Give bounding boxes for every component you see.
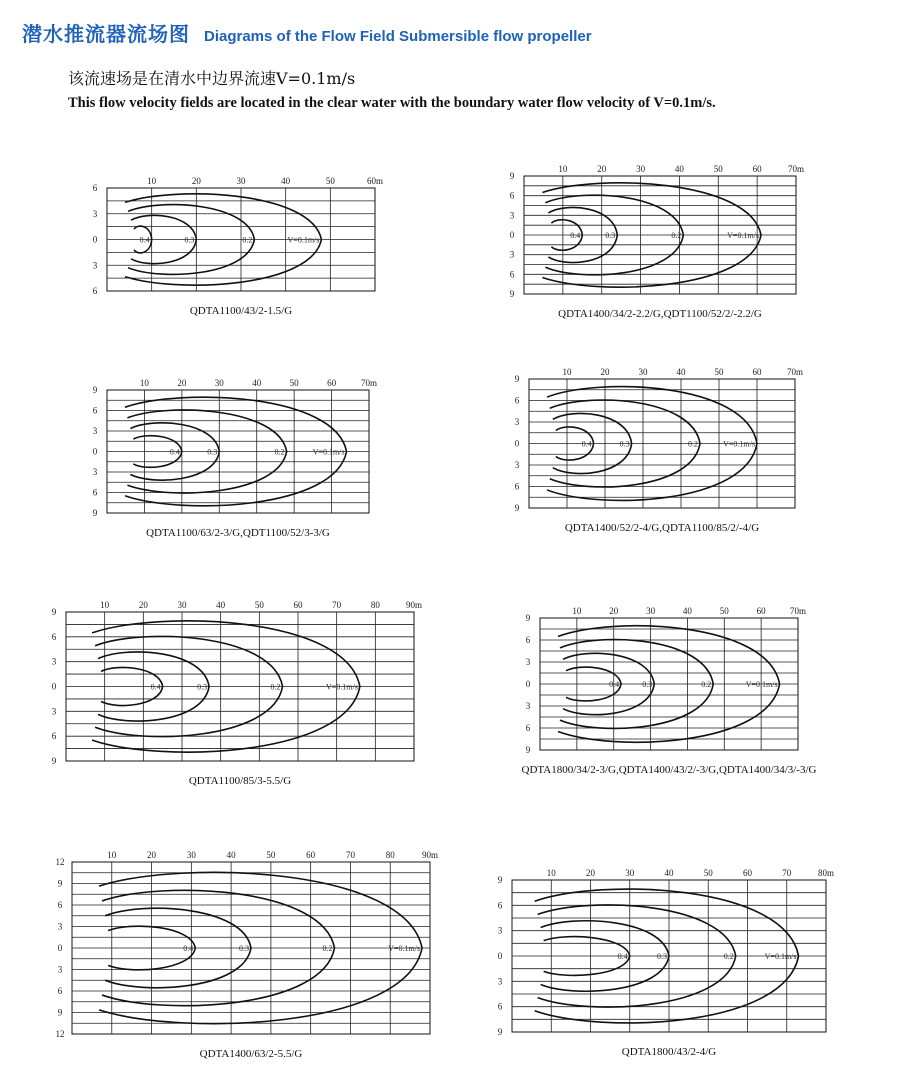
y-tick-label: 9 (57, 1007, 63, 1018)
x-tick-label: 80 (385, 850, 395, 860)
x-tick-label: 20 (600, 367, 610, 377)
y-tick-label: 12 (55, 857, 65, 867)
x-tick-label: 70 (332, 600, 342, 610)
x-tick-label: 40 (676, 367, 686, 377)
contour-label: 0.3 (239, 944, 249, 953)
x-tick-label: 30 (186, 850, 196, 860)
contour-label: 0.2 (723, 952, 734, 961)
contour-label: 0.4 (609, 680, 620, 689)
contour-label: 0.3 (619, 439, 630, 449)
contour-label: V=0.1m/s (764, 952, 797, 961)
contour-label: 0.2 (701, 680, 712, 689)
x-tick-label: 50 (325, 176, 335, 186)
x-tick-label: 60m (366, 176, 384, 186)
x-tick-label: 10 (147, 176, 157, 186)
y-tick-label: 3 (497, 925, 503, 936)
diagram-caption: QDTA1100/63/2-3/G,QDT1100/52/3-3/G (146, 527, 330, 539)
y-tick-label: 6 (509, 269, 515, 280)
x-tick-label: 20 (138, 600, 148, 610)
y-tick-label: 9 (525, 745, 531, 755)
y-tick-label: 3 (92, 260, 98, 271)
y-tick-label: 6 (92, 405, 98, 416)
y-tick-label: 0 (497, 951, 503, 961)
y-tick-label: 3 (92, 467, 98, 477)
x-tick-label: 30 (638, 367, 648, 377)
x-tick-label: 70 (782, 868, 792, 878)
y-tick-label: 6 (514, 481, 520, 492)
x-tick-label: 20 (177, 378, 187, 388)
y-tick-label: 3 (92, 208, 98, 219)
x-tick-label: 40 (682, 606, 692, 616)
y-tick-label: 9 (51, 756, 57, 766)
header-title-cn: 潜水推流器流场图 (22, 22, 190, 46)
x-tick-label: 60 (756, 606, 766, 616)
diagram-caption: QDTA1800/43/2-4/G (621, 1046, 717, 1058)
x-tick-label: 10 (107, 850, 117, 860)
x-tick-label: 70m (789, 606, 807, 616)
y-tick-label: 6 (497, 1001, 503, 1012)
x-tick-label: 60 (306, 850, 316, 860)
flow-diagram-1 (92, 176, 384, 296)
y-tick-label: 3 (509, 249, 515, 260)
flow-diagram-6 (525, 606, 807, 755)
contour-label: V=0.1m/s (326, 682, 358, 692)
y-tick-label: 3 (525, 657, 531, 667)
y-tick-label: 6 (92, 286, 98, 296)
diagram-caption: QDTA1400/34/2-2.2/G,QDT1100/52/2/-2.2/G (558, 308, 762, 320)
flow-field-grid (509, 164, 805, 299)
x-tick-label: 70m (787, 164, 805, 174)
contour-label: 0.4 (139, 235, 150, 245)
flow-field-grid (92, 378, 378, 518)
y-tick-label: 6 (92, 487, 98, 498)
y-tick-label: 6 (51, 731, 57, 742)
x-tick-label: 40 (216, 600, 226, 610)
y-tick-label: 9 (497, 875, 503, 885)
x-tick-label: 50 (719, 606, 729, 616)
flow-field-grid (497, 868, 835, 1037)
y-tick-label: 0 (92, 234, 98, 245)
x-tick-label: 50 (703, 868, 713, 878)
x-tick-label: 10 (139, 378, 149, 388)
y-tick-label: 0 (525, 679, 531, 689)
contour-label: 0.4 (581, 439, 592, 449)
contour-label: 0.3 (642, 680, 653, 689)
y-tick-label: 3 (51, 656, 57, 667)
flow-diagram-8 (497, 868, 835, 1037)
x-tick-label: 30 (236, 176, 246, 186)
x-tick-label: 40 (674, 164, 684, 174)
x-tick-label: 80 (370, 600, 380, 610)
y-tick-label: 3 (57, 921, 63, 932)
flow-field-grid (92, 176, 384, 296)
diagram-caption: QDTA1800/34/2-3/G,QDTA1400/43/2/-3/G,QDTA1400/34/3/-3/G (521, 764, 817, 776)
y-tick-label: 9 (514, 503, 520, 513)
y-tick-label: 6 (57, 900, 63, 910)
flow-field-grid (51, 600, 423, 766)
x-tick-label: 30 (636, 164, 646, 174)
y-tick-label: 9 (92, 385, 98, 395)
flow-diagram-5 (51, 600, 423, 766)
x-tick-label: 30 (177, 600, 187, 610)
y-tick-label: 3 (514, 417, 520, 427)
contour-label: V=0.1m/s (312, 447, 345, 457)
flow-field-grid (55, 850, 439, 1039)
y-tick-label: 6 (525, 635, 531, 645)
contour-label: 0.2 (322, 944, 333, 953)
intro-line-cn: 该流速场是在清水中边界流速V=0.1m/s (68, 69, 356, 88)
y-tick-label: 9 (57, 878, 63, 889)
y-tick-label: 9 (509, 171, 515, 181)
flow-diagram-3 (92, 378, 378, 518)
x-tick-label: 40 (664, 868, 674, 878)
x-tick-label: 60 (752, 164, 762, 174)
x-tick-label: 70m (360, 378, 378, 388)
x-tick-label: 50 (714, 367, 724, 377)
x-tick-label: 20 (191, 176, 201, 186)
contour-label: 0.4 (183, 944, 194, 953)
contour-label: 0.2 (688, 439, 698, 449)
x-tick-label: 60 (752, 367, 762, 377)
contour-label: V=0.1m/s (723, 439, 755, 449)
x-tick-label: 50 (254, 600, 264, 610)
header-title-en: Diagrams of the Flow Field Submersible flow propeller (204, 28, 592, 45)
y-tick-label: 0 (57, 943, 63, 953)
y-tick-label: 6 (92, 183, 98, 193)
x-tick-label: 10 (562, 367, 572, 377)
contour-label: 0.3 (605, 231, 616, 240)
x-tick-label: 90m (421, 850, 439, 860)
y-tick-label: 0 (509, 230, 515, 240)
contour-label: 0.4 (570, 231, 581, 240)
flow-field-grid (525, 606, 807, 755)
y-tick-label: 3 (57, 964, 63, 975)
x-tick-label: 50 (289, 378, 299, 388)
page-header (22, 18, 592, 47)
y-tick-label: 9 (51, 607, 57, 617)
x-tick-label: 20 (586, 868, 595, 878)
x-tick-label: 10 (572, 606, 582, 616)
x-tick-label: 60 (293, 600, 303, 610)
x-tick-label: 30 (214, 378, 224, 388)
x-tick-label: 50 (266, 850, 276, 860)
diagram-caption: QDTA1400/63/2-5.5/G (199, 1048, 303, 1060)
y-tick-label: 3 (509, 210, 515, 221)
y-tick-label: 3 (51, 706, 57, 717)
x-tick-label: 70 (345, 850, 355, 860)
contour-label: 0.2 (242, 235, 253, 245)
contour-label: 0.3 (197, 682, 208, 692)
contour-label: 0.4 (169, 447, 180, 457)
flow-diagram-7 (55, 850, 439, 1039)
y-tick-label: 9 (509, 289, 515, 299)
contour-label: V=0.1m/s (745, 680, 778, 689)
x-tick-label: 20 (147, 850, 157, 860)
x-tick-label: 60 (327, 378, 337, 388)
contour-label: 0.3 (657, 952, 667, 961)
contour-label: V=0.1m/s (287, 235, 320, 245)
flow-field-grid (514, 367, 804, 513)
x-tick-label: 40 (281, 176, 291, 186)
contour-label: 0.4 (617, 952, 628, 961)
y-tick-label: 6 (509, 190, 515, 201)
y-tick-label: 9 (497, 1027, 503, 1037)
y-tick-label: 6 (57, 986, 63, 996)
y-tick-label: 12 (55, 1029, 65, 1039)
contour-label: 0.2 (274, 447, 285, 457)
x-tick-label: 20 (597, 164, 607, 174)
x-tick-label: 30 (625, 868, 635, 878)
x-tick-label: 10 (558, 164, 568, 174)
contour-label: 0.4 (150, 682, 161, 692)
intro-line-en: This flow velocity fields are located in the clear water with the boundary water flow velocity of V=0.1m/s. (68, 95, 716, 111)
y-tick-label: 6 (51, 631, 57, 642)
y-tick-label: 0 (51, 681, 57, 692)
contour-label: 0.3 (207, 447, 218, 457)
contour-label: 0.2 (671, 231, 682, 240)
diagram-caption: QDTA1100/85/3-5.5/G (188, 775, 292, 787)
x-tick-label: 10 (100, 600, 110, 610)
y-tick-label: 0 (514, 438, 520, 449)
flow-diagram-2 (509, 164, 805, 299)
y-tick-label: 3 (497, 976, 503, 987)
x-tick-label: 90m (405, 600, 423, 610)
contour-label: 0.2 (270, 682, 281, 692)
x-tick-label: 80m (817, 868, 835, 878)
diagram-caption: QDTA1100/43/2-1.5/G (189, 305, 293, 317)
x-tick-label: 30 (646, 606, 656, 616)
y-tick-label: 3 (514, 460, 520, 470)
contour-label: V=0.1m/s (388, 944, 421, 953)
y-tick-label: 6 (497, 900, 503, 911)
x-tick-label: 20 (609, 606, 619, 616)
x-tick-label: 40 (252, 378, 262, 388)
y-tick-label: 6 (525, 723, 531, 733)
x-tick-label: 40 (226, 850, 236, 860)
x-tick-label: 70m (786, 367, 804, 377)
contour-label: 0.3 (184, 235, 195, 245)
diagram-caption: QDTA1400/52/2-4/G,QDTA1100/85/2/-4/G (564, 522, 760, 534)
y-tick-label: 0 (92, 446, 98, 457)
y-tick-label: 9 (525, 613, 531, 623)
flow-diagram-4 (514, 367, 804, 513)
y-tick-label: 3 (525, 701, 531, 711)
x-tick-label: 60 (743, 868, 752, 878)
y-tick-label: 9 (514, 374, 520, 384)
contour-label: V=0.1m/s (727, 231, 760, 240)
y-tick-label: 6 (514, 395, 520, 406)
x-tick-label: 10 (546, 868, 556, 878)
x-tick-label: 50 (713, 164, 723, 174)
y-tick-label: 9 (92, 508, 98, 518)
y-tick-label: 3 (92, 426, 98, 436)
